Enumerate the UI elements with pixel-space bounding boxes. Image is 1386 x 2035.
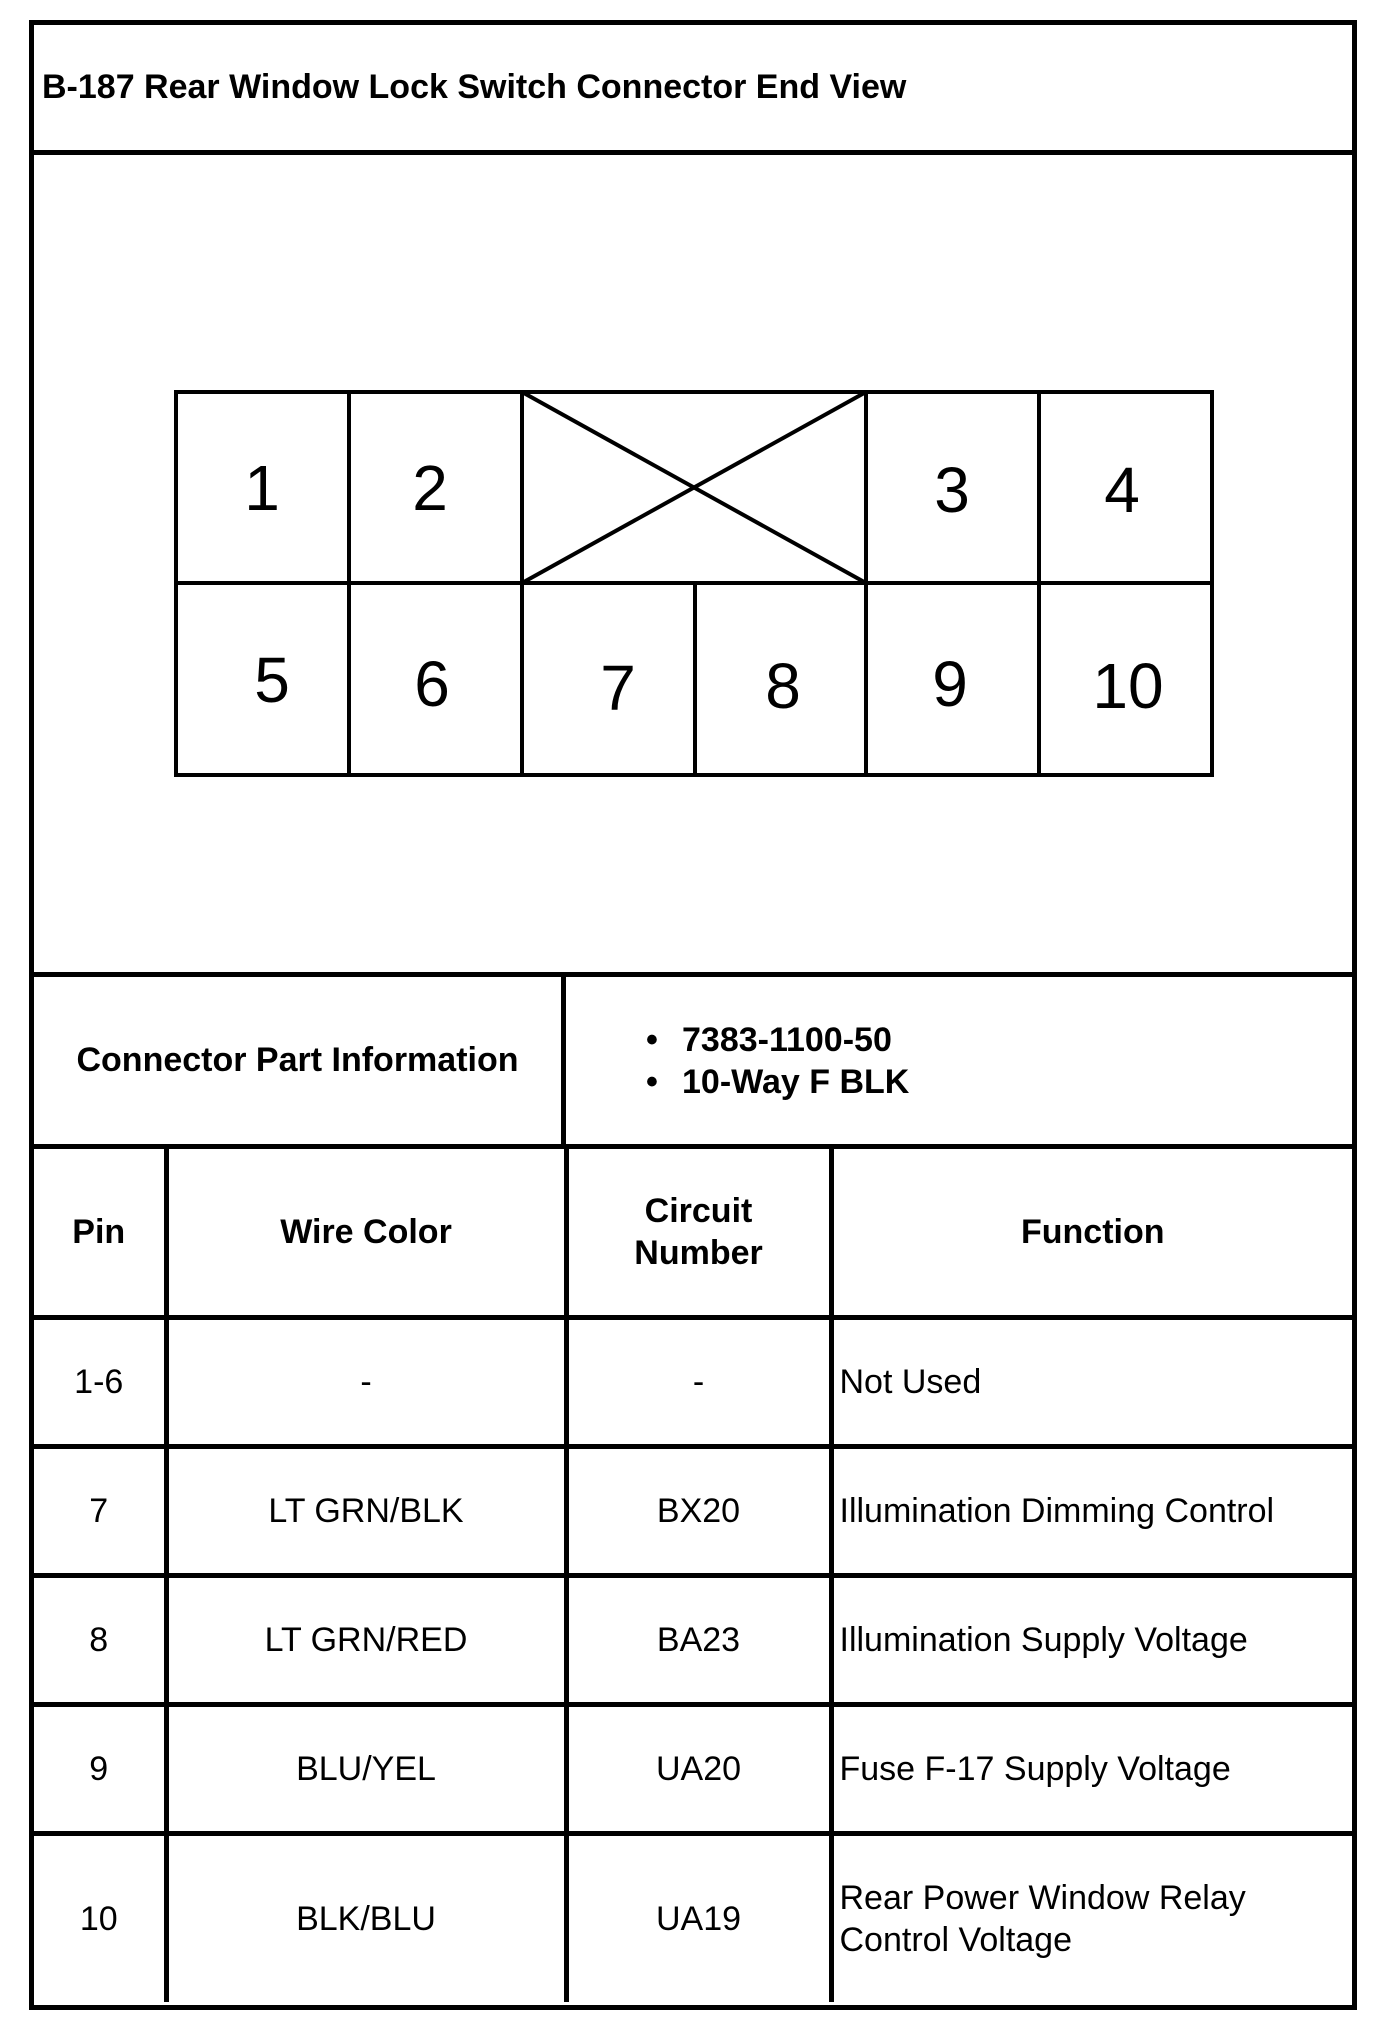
table-row: [34, 1834, 1352, 2003]
pin-label-6: 6: [414, 648, 450, 720]
pin-label-7: 7: [600, 652, 636, 724]
cell-circuit: BX20: [566, 1447, 831, 1576]
header-circuit-number: [566, 1149, 831, 1318]
cell-wire-color: BLU/YEL: [166, 1705, 566, 1834]
connector-end-view-diagram: [34, 155, 1352, 977]
cell-circuit: UA19: [566, 1834, 831, 2003]
pin-label-1: 1: [244, 452, 280, 524]
header-pin: Pin: [34, 1149, 166, 1318]
cell-circuit: BA23: [566, 1576, 831, 1705]
cell-pin: 1-6: [34, 1318, 166, 1447]
table-row: [34, 1705, 1352, 1834]
pin-label-5: 5: [254, 644, 290, 716]
connector-face-svg: [34, 155, 1352, 972]
pin-label-4: 4: [1104, 454, 1140, 526]
part-number: • 7383-1100-50: [646, 1019, 1352, 1061]
header-circuit-line2: Number: [634, 1234, 763, 1272]
pin-label-8: 8: [765, 650, 801, 722]
part-description: • 10-Way F BLK: [646, 1061, 1352, 1103]
connector-part-info-row: [34, 977, 1352, 1149]
cell-circuit: -: [566, 1318, 831, 1447]
cell-function-line1: Rear Power Window Relay: [839, 1879, 1246, 1917]
cell-wire-color: LT GRN/RED: [166, 1576, 566, 1705]
pin-label-3: 3: [934, 454, 970, 526]
pinout-table: [34, 1149, 1352, 2002]
cell-function: Fuse F-17 Supply Voltage: [831, 1705, 1352, 1834]
cell-circuit: UA20: [566, 1705, 831, 1834]
cell-function: Illumination Dimming Control: [831, 1447, 1352, 1576]
part-info-list: [566, 977, 1352, 1144]
cell-function-line2: Control Voltage: [839, 1921, 1072, 1959]
part-info-label: Connector Part Information: [34, 977, 566, 1144]
cell-wire-color: BLK/BLU: [166, 1834, 566, 2003]
cell-pin: 9: [34, 1705, 166, 1834]
table-row: [34, 1447, 1352, 1576]
pin-label-10: 10: [1092, 650, 1164, 722]
cell-pin: 8: [34, 1576, 166, 1705]
cell-function: Illumination Supply Voltage: [831, 1576, 1352, 1705]
pin-label-9: 9: [932, 648, 968, 720]
page-title: B-187 Rear Window Lock Switch Connector End View: [34, 25, 1352, 155]
header-wire-color: Wire Color: [166, 1149, 566, 1318]
cell-pin: 7: [34, 1447, 166, 1576]
header-circuit-line1: Circuit: [644, 1192, 753, 1230]
table-header-row: [34, 1149, 1352, 1318]
connector-sheet: [29, 20, 1357, 2010]
cell-wire-color: -: [166, 1318, 566, 1447]
header-function: Function: [831, 1149, 1352, 1318]
table-row: [34, 1318, 1352, 1447]
cell-function: Not Used: [831, 1318, 1352, 1447]
cell-function: [831, 1834, 1352, 2003]
table-row: [34, 1576, 1352, 1705]
cell-wire-color: LT GRN/BLK: [166, 1447, 566, 1576]
pin-label-2: 2: [412, 452, 448, 524]
cell-pin: 10: [34, 1834, 166, 2003]
